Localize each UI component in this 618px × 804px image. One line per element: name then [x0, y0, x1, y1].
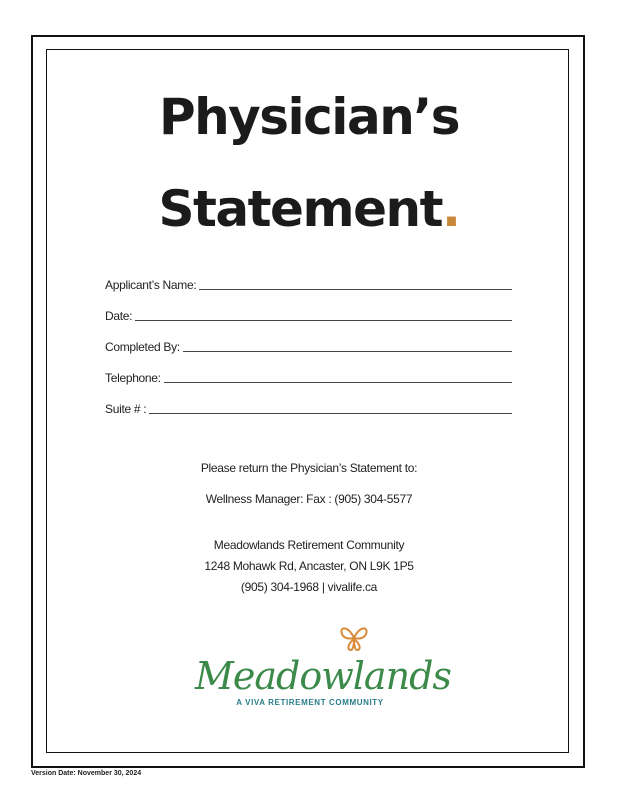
page-title-line1: Physician’s: [158, 88, 460, 146]
telephone-label: Telephone:: [105, 371, 161, 385]
return-heading: Please return the Physician’s Statement to:: [200, 461, 418, 475]
org-phone-web: (905) 304-1968 | vivalife.ca: [240, 580, 378, 594]
telephone-line[interactable]: [164, 381, 512, 383]
org-name: Meadowlands Retirement Community: [213, 538, 405, 552]
meadowlands-logo: [195, 622, 451, 712]
completed-by-line[interactable]: [183, 350, 512, 352]
page-title-line2: Statement.: [158, 180, 460, 238]
completed-by-label: Completed By:: [105, 340, 180, 354]
applicant-name-field[interactable]: [105, 273, 512, 293]
applicant-name-label: Applicant’s Name:: [105, 278, 197, 292]
suite-field[interactable]: [105, 397, 512, 417]
suite-label: Suite # :: [105, 402, 147, 416]
org-address: 1248 Mohawk Rd, Ancaster, ON L9K 1P5: [204, 559, 414, 573]
date-field[interactable]: [105, 304, 512, 324]
butterfly-icon: [337, 622, 371, 654]
title-accent-dot: .: [441, 180, 460, 238]
version-date: Version Date: November 30, 2024: [31, 770, 142, 777]
date-label: Date:: [105, 309, 133, 323]
applicant-name-line[interactable]: [199, 288, 512, 290]
logo-tagline: A VIVA RETIREMENT COMMUNITY: [236, 698, 384, 707]
date-line[interactable]: [135, 319, 512, 321]
telephone-field[interactable]: [105, 366, 512, 386]
wellness-contact: Wellness Manager: Fax : (905) 304-5577: [205, 492, 413, 506]
logo-wordmark: Meadowlands: [195, 654, 451, 698]
suite-line[interactable]: [149, 412, 512, 414]
completed-by-field[interactable]: [105, 335, 512, 355]
